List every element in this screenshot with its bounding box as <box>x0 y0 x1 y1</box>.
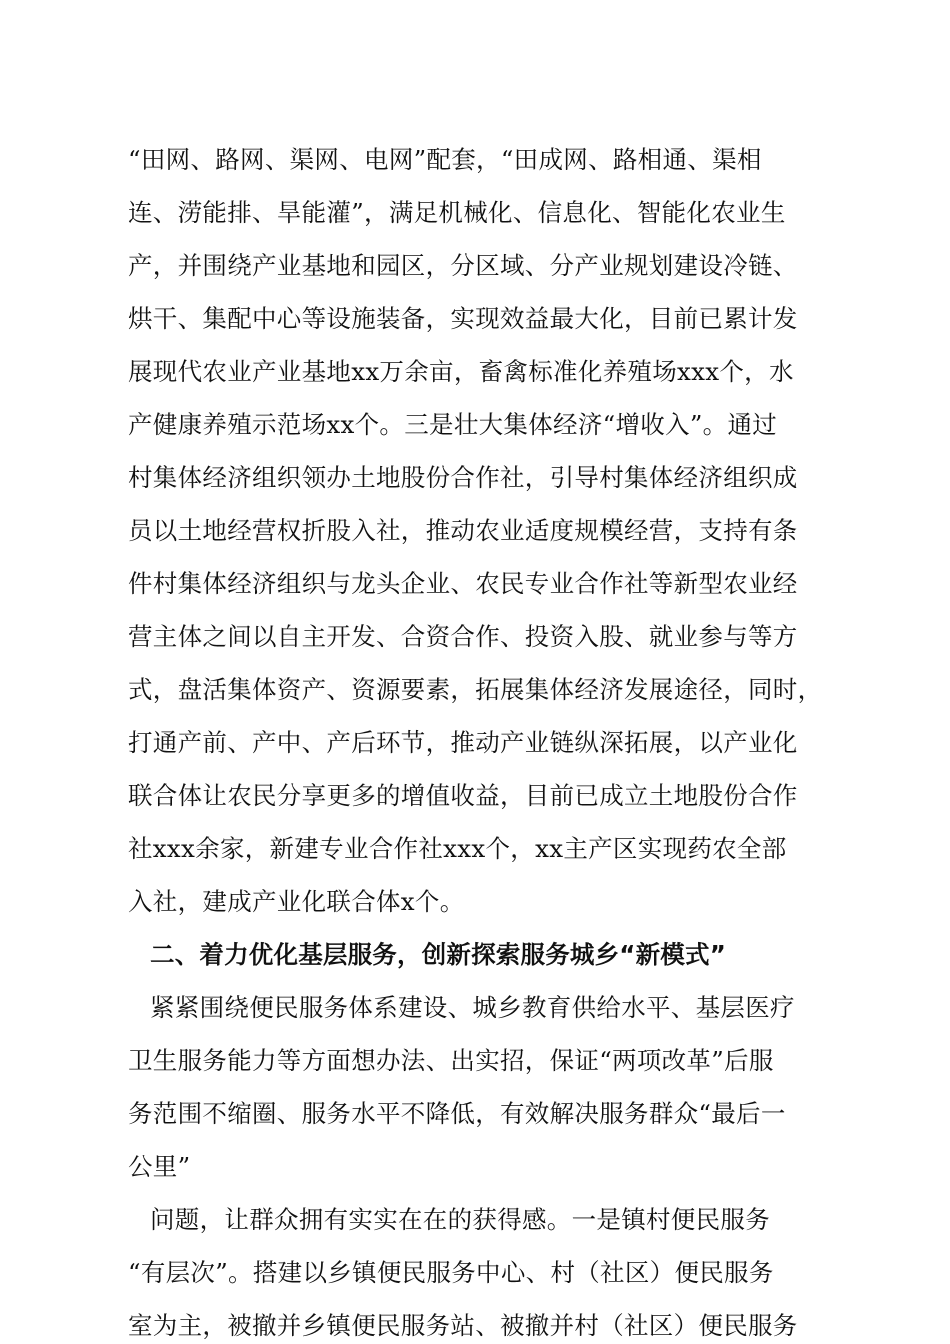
text-line: 产健康养殖示范场xx个。三是壮大集体经济“增收入”。通过 <box>128 410 778 439</box>
paragraph-line: 公里” <box>128 1152 191 1181</box>
paragraph-line: 问题，让群众拥有实实在在的获得感。一是镇村便民服务 <box>150 1205 770 1234</box>
text-line: “田网、路网、渠网、电网”配套，“田成网、路相通、渠相 <box>128 145 762 174</box>
paragraph-line: 紧紧围绕便民服务体系建设、城乡教育供给水平、基层医疗 <box>150 993 795 1022</box>
text-line: 村集体经济组织领办土地股份合作社，引导村集体经济组织成 <box>128 463 798 492</box>
paragraph-line: 务范围不缩圈、服务水平不降低，有效解决服务群众“最后一 <box>128 1099 786 1128</box>
text-line: 联合体让农民分享更多的增值收益，目前已成立土地股份合作 <box>128 781 798 810</box>
text-line: 入社，建成产业化联合体x个。 <box>128 887 465 916</box>
text-line: 展现代农业产业基地xx万余亩，畜禽标准化养殖场xxx个，水 <box>128 357 794 386</box>
paragraph-line: 卫生服务能力等方面想办法、出实招，保证“两项改革”后服 <box>128 1046 774 1075</box>
text-line: 烘干、集配中心等设施装备，实现效益最大化，目前已累计发 <box>128 304 798 333</box>
text-line: 件村集体经济组织与龙头企业、农民专业合作社等新型农业经 <box>128 569 798 598</box>
text-line: 营主体之间以自主开发、合资合作、投资入股、就业参与等方 <box>128 622 798 651</box>
text-line: 式，盘活集体资产、资源要素，拓展集体经济发展途径，同时， <box>128 675 823 704</box>
text-line: 员以土地经营权折股入社，推动农业适度规模经营，支持有条 <box>128 516 798 545</box>
text-line: 社xxx余家，新建专业合作社xxx个，xx主产区实现药农全部 <box>128 834 787 863</box>
text-line: 打通产前、产中、产后环节，推动产业链纵深拓展，以产业化 <box>128 728 798 757</box>
paragraph-line: 室为主，被撤并乡镇便民服务站、被撤并村（社区）便民服务 <box>128 1311 798 1340</box>
text-line: 产，并围绕产业基地和园区，分区域、分产业规划建设冷链、 <box>128 251 798 280</box>
paragraph-line: “有层次”。搭建以乡镇便民服务中心、村（社区）便民服务 <box>128 1258 774 1287</box>
text-line: 连、涝能排、旱能灌”，满足机械化、信息化、智能化农业生 <box>128 198 786 227</box>
section-heading: 二、着力优化基层服务，创新探索服务城乡“新模式” <box>150 940 727 969</box>
